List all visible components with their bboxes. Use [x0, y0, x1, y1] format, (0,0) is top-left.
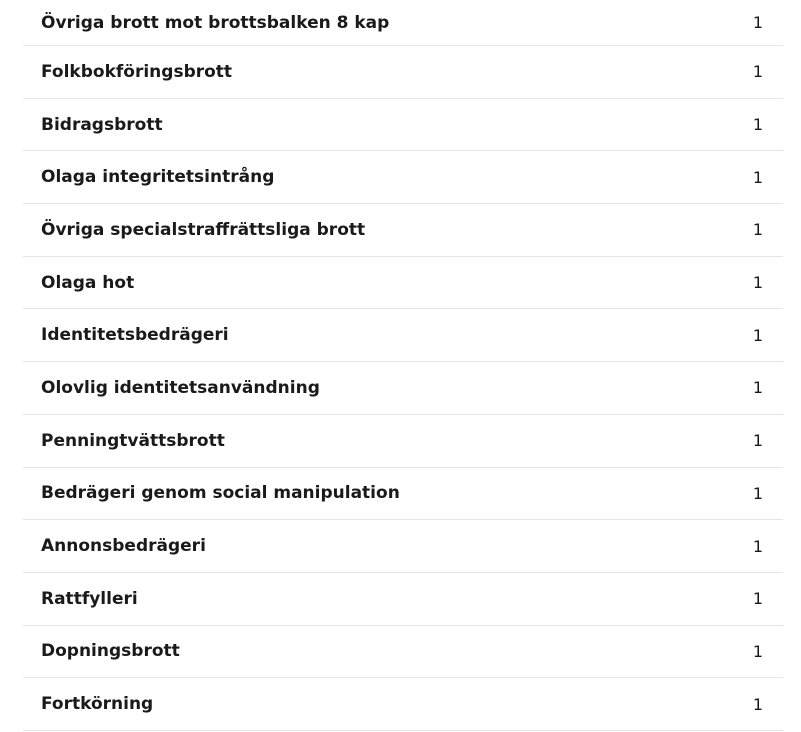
category-count: 1 [752, 167, 763, 187]
category-label: Övriga specialstraffrättsliga brott [41, 219, 366, 240]
category-label: Olovlig identitetsanvändning [41, 377, 320, 398]
list-item [23, 678, 783, 731]
category-count: 1 [752, 536, 763, 556]
list-item [23, 99, 783, 152]
category-label: Olaga integritetsintrång [41, 167, 275, 188]
category-label: Bidragsbrott [41, 114, 163, 135]
category-label: Dopningsbrott [41, 641, 180, 662]
list-item [23, 626, 783, 679]
category-count: 1 [752, 325, 763, 345]
list-item [23, 204, 783, 257]
list-item [23, 151, 783, 204]
list-item [23, 257, 783, 310]
category-label: Övriga brott mot brottsbalken 8 kap [41, 12, 390, 33]
category-count: 1 [752, 641, 763, 661]
category-label: Folkbokföringsbrott [41, 61, 233, 82]
category-label: Fortkörning [41, 694, 154, 715]
category-label: Annonsbedrägeri [41, 536, 206, 557]
list-item [23, 0, 783, 46]
category-count: 1 [752, 62, 763, 82]
category-label: Identitetsbedrägeri [41, 325, 229, 346]
category-count: 1 [752, 273, 763, 293]
category-label: Olaga hot [41, 272, 135, 293]
list-item [23, 362, 783, 415]
category-count: 1 [752, 589, 763, 609]
crime-category-list [23, 0, 783, 731]
list-item [23, 573, 783, 626]
category-count: 1 [752, 431, 763, 451]
category-count: 1 [752, 13, 763, 32]
category-label: Rattfylleri [41, 588, 138, 609]
category-count: 1 [752, 483, 763, 503]
list-item [23, 520, 783, 573]
category-label: Penningtvättsbrott [41, 430, 225, 451]
list-item [23, 309, 783, 362]
list-item [23, 415, 783, 468]
category-count: 1 [752, 694, 763, 714]
category-label: Bedrägeri genom social manipulation [41, 483, 400, 504]
list-item [23, 46, 783, 99]
list-item [23, 468, 783, 521]
category-count: 1 [752, 220, 763, 240]
category-count: 1 [752, 378, 763, 398]
category-count: 1 [752, 115, 763, 135]
